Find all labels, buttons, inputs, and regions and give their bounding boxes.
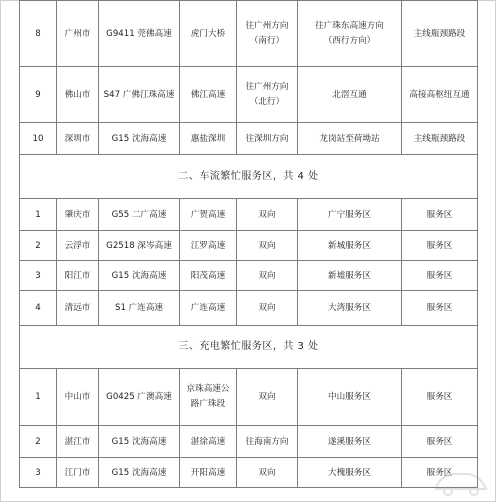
city-cell: 广州市	[57, 1, 99, 67]
type-cell: 服务区	[402, 231, 478, 261]
type-cell: 服务区	[402, 458, 478, 488]
type-cell: 服务区	[402, 199, 478, 231]
direction-cell: 双向	[237, 199, 298, 231]
section-cell: 江罗高速	[180, 231, 237, 261]
row-number: 2	[20, 231, 57, 261]
direction-cell: 双向	[237, 261, 298, 291]
type-cell: 主线瓶颈路段	[402, 1, 478, 67]
table-row	[20, 1, 478, 67]
city-cell: 中山市	[57, 369, 99, 426]
city-cell: 云浮市	[57, 231, 99, 261]
location-cell	[298, 1, 402, 67]
location-cell: 龙岗站至荷坳站	[298, 123, 402, 155]
road-cell: G55 二广高速	[99, 199, 180, 231]
row-number: 3	[20, 261, 57, 291]
direction-cell: 往海南方向	[237, 426, 298, 458]
road-cell: G15 沈海高速	[99, 458, 180, 488]
direction-line: （南行）	[249, 35, 285, 46]
table-row	[20, 261, 478, 291]
section-line: 京珠高速公	[186, 384, 230, 394]
location-cell: 大湾服务区	[298, 291, 402, 326]
table-row	[20, 231, 478, 261]
section-cell: 佛江高速	[180, 67, 237, 123]
city-cell: 阳江市	[57, 261, 99, 291]
city-cell: 佛山市	[57, 67, 99, 123]
direction-line: （北行）	[249, 96, 285, 107]
row-number: 1	[20, 199, 57, 231]
type-cell: 服务区	[402, 426, 478, 458]
direction-cell: 双向	[237, 458, 298, 488]
row-number: 10	[20, 123, 57, 155]
car-logo-watermark-icon	[432, 465, 490, 499]
section-title: 三、充电繁忙服务区，共 3 处	[20, 326, 478, 369]
section-cell: 开阳高速	[180, 458, 237, 488]
city-cell: 深圳市	[57, 123, 99, 155]
road-cell: S47 广佛江珠高速	[99, 67, 180, 123]
city-cell: 肇庆市	[57, 199, 99, 231]
row-number: 3	[20, 458, 57, 488]
section-cell	[180, 369, 237, 426]
section-line: 路广珠段	[190, 399, 226, 409]
location-cell: 北滘互通	[298, 67, 402, 123]
road-cell: G15 沈海高速	[99, 123, 180, 155]
road-cell: G0425 广澳高速	[99, 369, 180, 426]
location-cell: 新墟服务区	[298, 261, 402, 291]
road-cell: G15 沈海高速	[99, 261, 180, 291]
location-cell: 中山服务区	[298, 369, 402, 426]
type-cell: 服务区	[402, 261, 478, 291]
table-row	[20, 369, 478, 426]
type-cell: 高接高枢纽互通	[402, 67, 478, 123]
location-cell: 大槐服务区	[298, 458, 402, 488]
section-header-row	[20, 326, 478, 369]
table-row	[20, 291, 478, 326]
section-cell: 广贺高速	[180, 199, 237, 231]
direction-cell: 双向	[237, 291, 298, 326]
direction-cell: 双向	[237, 369, 298, 426]
row-number: 2	[20, 426, 57, 458]
table-row	[20, 458, 478, 488]
city-cell: 江门市	[57, 458, 99, 488]
location-cell: 遂溪服务区	[298, 426, 402, 458]
direction-cell	[237, 67, 298, 123]
section-cell: 惠盐深圳	[180, 123, 237, 155]
section-cell: 广连高速	[180, 291, 237, 326]
road-cell: S1 广连高速	[99, 291, 180, 326]
section-header-row	[20, 155, 478, 199]
row-number: 1	[20, 369, 57, 426]
direction-cell	[237, 1, 298, 67]
row-number: 4	[20, 291, 57, 326]
table-row	[20, 426, 478, 458]
road-cell: G9411 莞佛高速	[99, 1, 180, 67]
direction-line: 往广州方向	[245, 81, 289, 92]
section-cell: 虎门大桥	[180, 1, 237, 67]
congestion-points-table	[19, 0, 478, 488]
direction-cell: 往深圳方向	[237, 123, 298, 155]
direction-cell: 双向	[237, 231, 298, 261]
type-cell: 主线瓶颈路段	[402, 123, 478, 155]
location-line: （西行方向）	[323, 35, 376, 46]
road-cell: G15 沈海高速	[99, 426, 180, 458]
location-line: 往广珠东高速方向	[315, 20, 384, 31]
row-number: 9	[20, 67, 57, 123]
direction-line: 往广州方向	[245, 20, 289, 31]
type-cell: 服务区	[402, 369, 478, 426]
type-cell: 服务区	[402, 291, 478, 326]
city-cell: 清远市	[57, 291, 99, 326]
road-cell: G2518 深岑高速	[99, 231, 180, 261]
table-row	[20, 199, 478, 231]
section-cell: 湛徐高速	[180, 426, 237, 458]
section-cell: 阳茂高速	[180, 261, 237, 291]
location-cell: 新城服务区	[298, 231, 402, 261]
table-row	[20, 123, 478, 155]
location-cell: 广宁服务区	[298, 199, 402, 231]
table-row	[20, 67, 478, 123]
row-number: 8	[20, 1, 57, 67]
city-cell: 湛江市	[57, 426, 99, 458]
section-title: 二、车流繁忙服务区，共 4 处	[20, 155, 478, 199]
